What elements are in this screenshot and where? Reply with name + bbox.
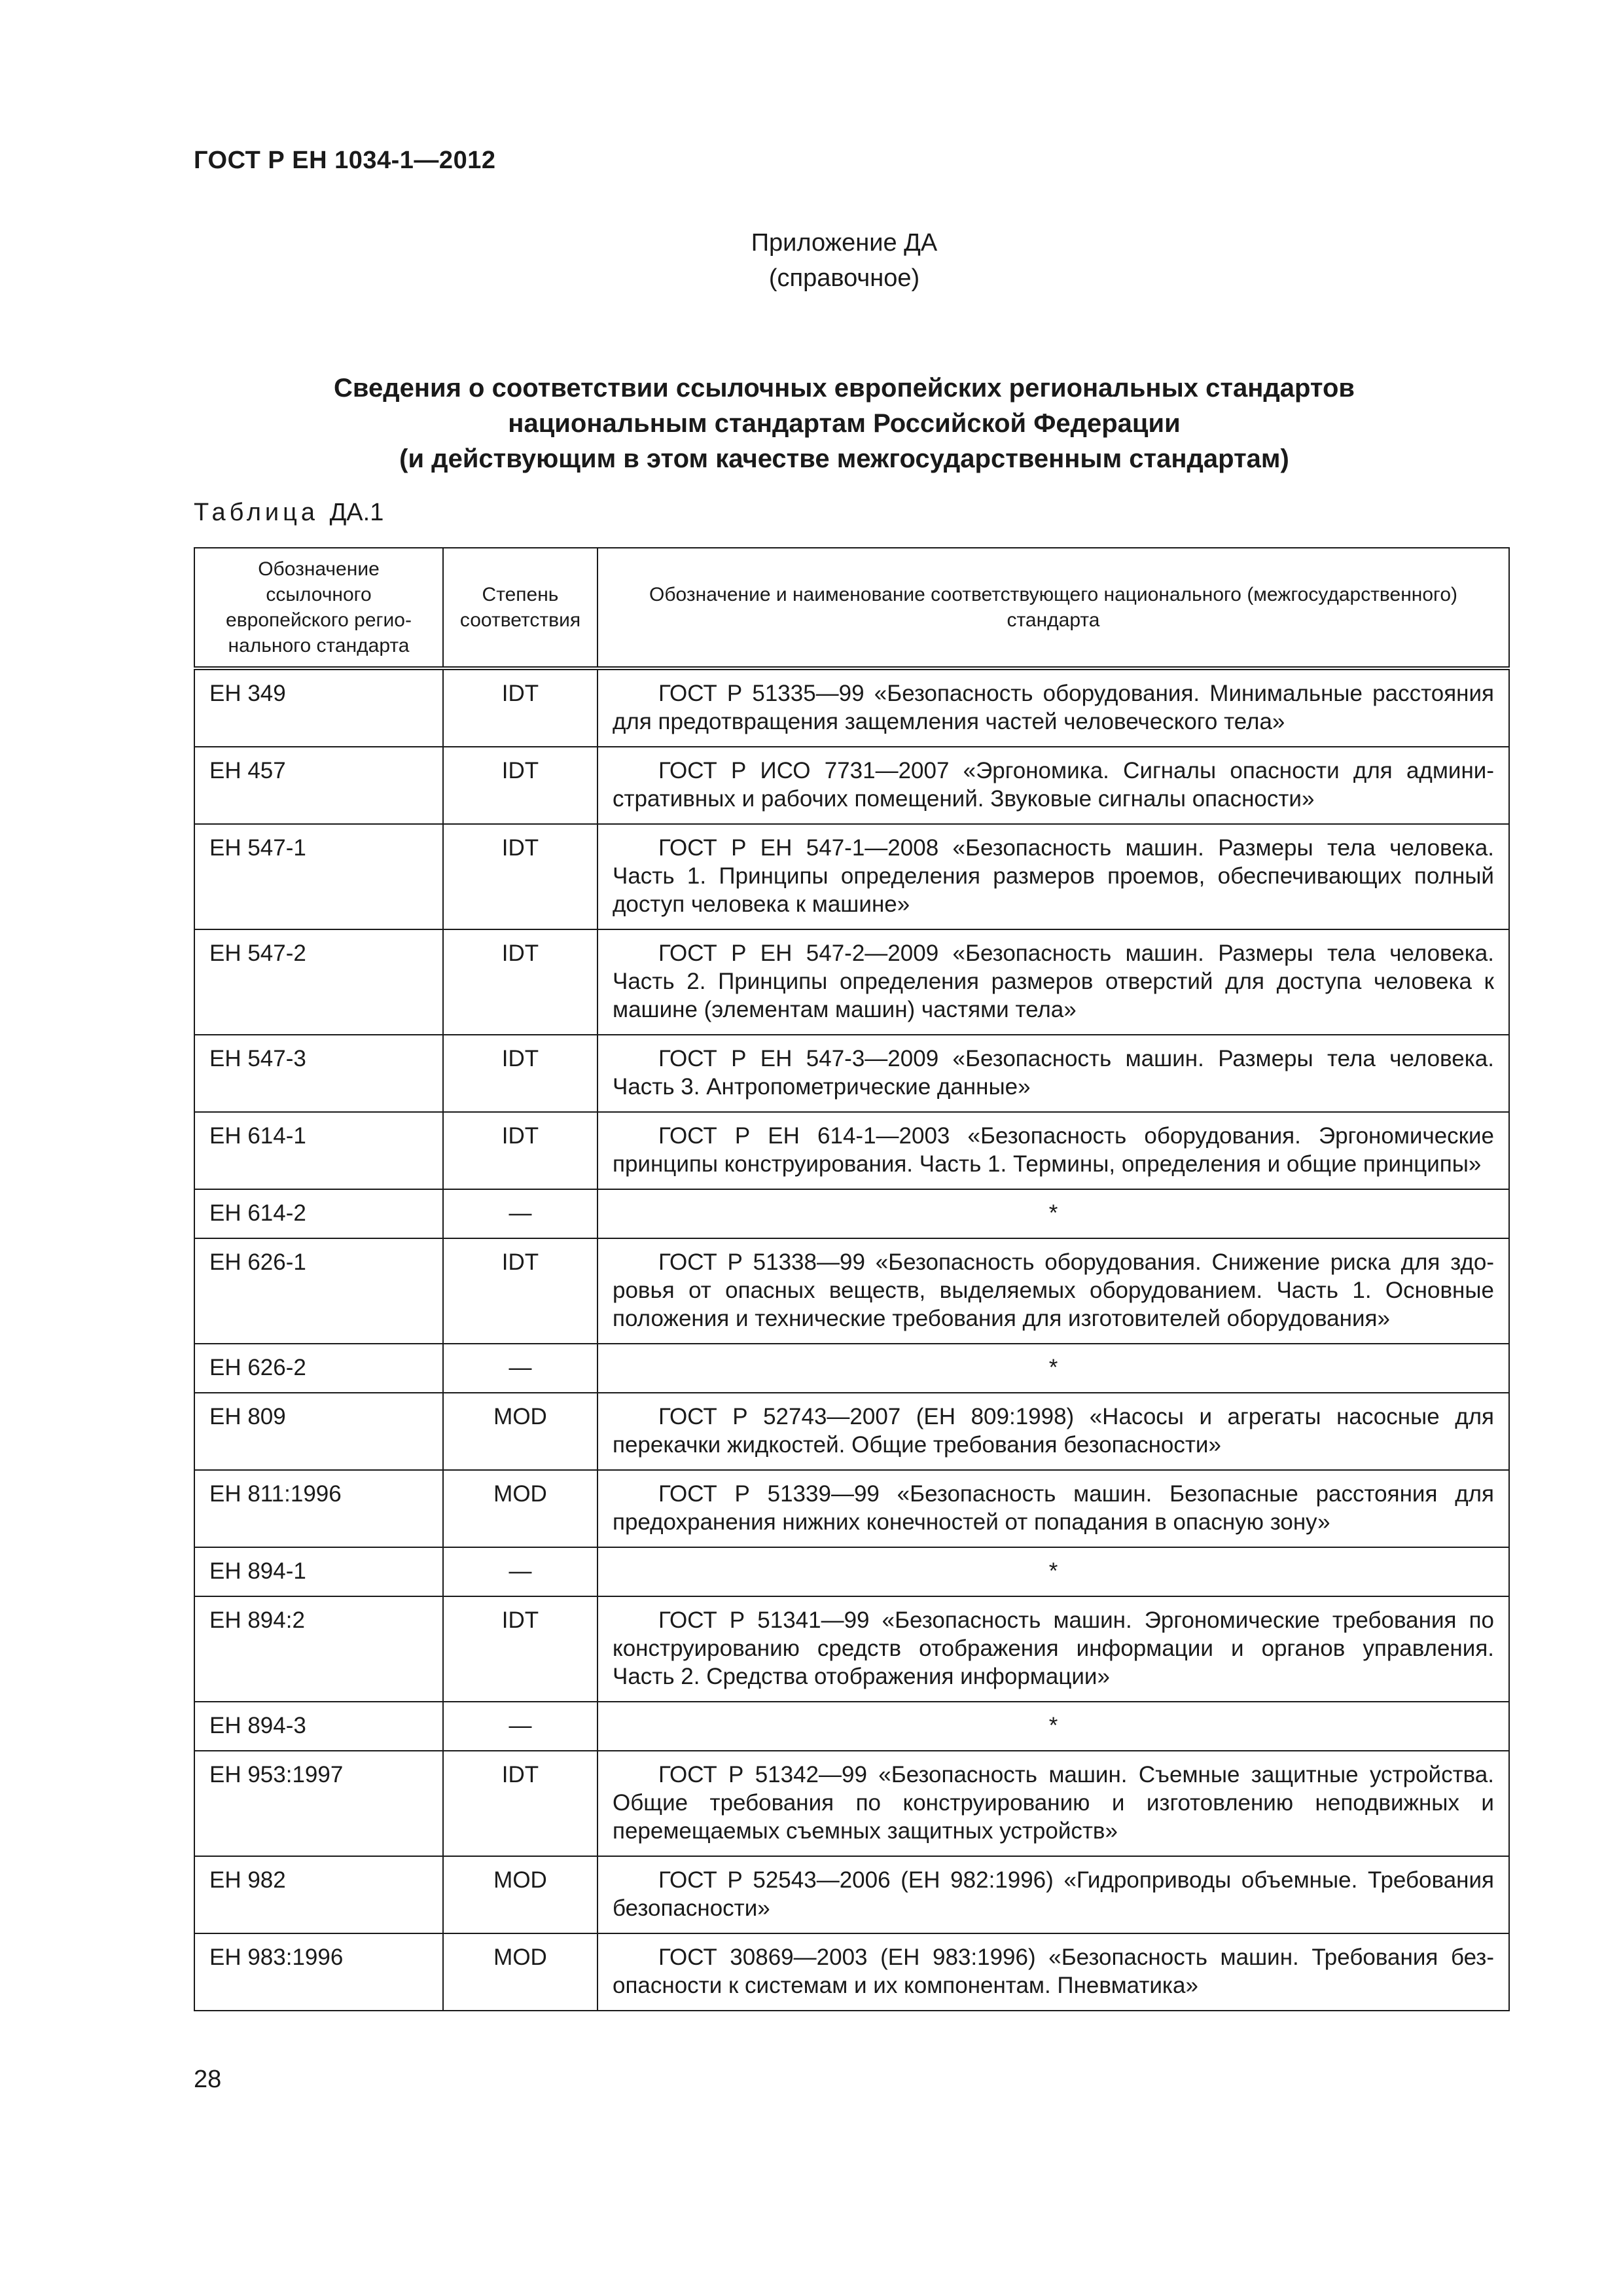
table-row xyxy=(194,1856,1509,1933)
european-standard-code: ЕН 626-2 xyxy=(194,1344,443,1393)
european-standard-code: ЕН 953:1997 xyxy=(194,1751,443,1856)
european-standard-code: ЕН 547-3 xyxy=(194,1035,443,1112)
table-row xyxy=(194,1035,1509,1112)
annex-heading xyxy=(190,225,1499,296)
table-row xyxy=(194,1393,1509,1470)
title-line-2: национальным стандартам Российской Федерации xyxy=(508,409,1181,438)
national-standard: ГОСТ Р 51341—99 «Безопасность машин. Эргономические требования по конструированию средств отображения информации и органов управления. Часть 2. Средства отображения информации» xyxy=(597,1596,1509,1702)
header-european-standard: Обозначение ссылочного европейского регионального стандарта xyxy=(194,548,443,668)
national-standard: ГОСТ Р ЕН 614-1—2003 «Безопасность оборудования. Эргономические принципы конструирования. Часть 1. Термины, определения и общие принципы» xyxy=(597,1112,1509,1189)
european-standard-code: ЕН 809 xyxy=(194,1393,443,1470)
european-standard-code: ЕН 457 xyxy=(194,747,443,824)
national-standard: ГОСТ Р 51338—99 «Безопасность оборудования. Снижение риска для здоровья от опасных веществ, выделяемых оборудованием. Часть 1. Основные положения и технические требования для изготовителей оборудования» xyxy=(597,1238,1509,1344)
national-standard: ГОСТ Р ЕН 547-1—2008 «Безопасность машин. Размеры тела человека. Часть 1. Принципы определения размеров проемов, обеспечивающих полный доступ человека к машине» xyxy=(597,824,1509,929)
european-standard-code: ЕН 811:1996 xyxy=(194,1470,443,1547)
degree-of-correspondence: IDT xyxy=(443,668,597,747)
european-standard-code: ЕН 547-1 xyxy=(194,824,443,929)
degree-of-correspondence: — xyxy=(443,1702,597,1751)
degree-of-correspondence: IDT xyxy=(443,929,597,1035)
degree-of-correspondence: IDT xyxy=(443,1035,597,1112)
table-row xyxy=(194,1112,1509,1189)
european-standard-code: ЕН 349 xyxy=(194,668,443,747)
table-row xyxy=(194,1238,1509,1344)
european-standard-code: ЕН 983:1996 xyxy=(194,1933,443,2011)
table-caption xyxy=(194,499,383,527)
table-row xyxy=(194,668,1509,747)
correspondence-table xyxy=(194,547,1510,2011)
national-standard: ГОСТ Р 51339—99 «Безопасность машин. Безопасные расстояния для предохранения нижних конечностей от попадания в опасную зону» xyxy=(597,1470,1509,1547)
national-standard: ГОСТ Р ИСО 7731—2007 «Эргономика. Сигналы опасности для административных и рабочих помещений. Звуковые сигналы опасности» xyxy=(597,747,1509,824)
table-row xyxy=(194,824,1509,929)
table-row xyxy=(194,1933,1509,2011)
degree-of-correspondence: — xyxy=(443,1189,597,1238)
degree-of-correspondence: IDT xyxy=(443,1596,597,1702)
table-row xyxy=(194,1547,1509,1596)
section-title xyxy=(190,370,1499,476)
national-standard: ГОСТ Р ЕН 547-3—2009 «Безопасность машин. Размеры тела человека. Часть 3. Антропометрические данные» xyxy=(597,1035,1509,1112)
european-standard-code: ЕН 894-3 xyxy=(194,1702,443,1751)
table-caption-number: ДА.1 xyxy=(329,499,384,526)
european-standard-code: ЕН 626-1 xyxy=(194,1238,443,1344)
national-standard: ГОСТ Р 51342—99 «Безопасность машин. Съемные защитные устройства. Общие требования по конструированию и изготовлению неподвижных и перемещаемых съемных защитных устройств» xyxy=(597,1751,1509,1856)
degree-of-correspondence: MOD xyxy=(443,1470,597,1547)
table-row xyxy=(194,1344,1509,1393)
degree-of-correspondence: — xyxy=(443,1547,597,1596)
degree-of-correspondence: MOD xyxy=(443,1393,597,1470)
national-standard: ГОСТ Р ЕН 547-2—2009 «Безопасность машин. Размеры тела человека. Часть 2. Принципы определения размеров отверстий для доступа человека к машине (элементам машин) частями тела» xyxy=(597,929,1509,1035)
european-standard-code: ЕН 614-2 xyxy=(194,1189,443,1238)
annex-title: Приложение ДА xyxy=(751,229,938,257)
degree-of-correspondence: IDT xyxy=(443,747,597,824)
page-number: 28 xyxy=(194,2066,222,2093)
table-caption-word: Таблица xyxy=(194,499,319,526)
national-standard: * xyxy=(597,1547,1509,1596)
national-standard: ГОСТ Р 51335—99 «Безопасность оборудования. Минимальные расстояния для предотвращения защемления частей человеческого тела» xyxy=(597,668,1509,747)
table-header-row xyxy=(194,548,1509,668)
header-national-standard: Обозначение и наименование соответствующего национального (межгосударственного) стандарта xyxy=(597,548,1509,668)
degree-of-correspondence: IDT xyxy=(443,1751,597,1856)
annex-kind: (справочное) xyxy=(768,264,920,292)
document-designation: ГОСТ Р ЕН 1034-1—2012 xyxy=(194,147,496,174)
european-standard-code: ЕН 614-1 xyxy=(194,1112,443,1189)
table-row xyxy=(194,929,1509,1035)
table-row xyxy=(194,1751,1509,1856)
table-row xyxy=(194,747,1509,824)
european-standard-code: ЕН 547-2 xyxy=(194,929,443,1035)
national-standard: ГОСТ Р 52743—2007 (ЕН 809:1998) «Насосы и агрегаты насосные для перекачки жидкостей. Общие требования безопасности» xyxy=(597,1393,1509,1470)
national-standard: * xyxy=(597,1189,1509,1238)
degree-of-correspondence: — xyxy=(443,1344,597,1393)
degree-of-correspondence: MOD xyxy=(443,1856,597,1933)
title-line-3: (и действующим в этом качестве межгосударственным стандартам) xyxy=(399,444,1289,473)
table-row xyxy=(194,1702,1509,1751)
national-standard: * xyxy=(597,1702,1509,1751)
degree-of-correspondence: IDT xyxy=(443,1112,597,1189)
european-standard-code: ЕН 982 xyxy=(194,1856,443,1933)
table-row xyxy=(194,1470,1509,1547)
national-standard: * xyxy=(597,1344,1509,1393)
degree-of-correspondence: IDT xyxy=(443,1238,597,1344)
table-body xyxy=(194,668,1509,2011)
national-standard: ГОСТ 30869—2003 (ЕН 983:1996) «Безопасность машин. Требования безопасности к системам и их компонентам. Пневматика» xyxy=(597,1933,1509,2011)
european-standard-code: ЕН 894-1 xyxy=(194,1547,443,1596)
table-row xyxy=(194,1189,1509,1238)
degree-of-correspondence: IDT xyxy=(443,824,597,929)
european-standard-code: ЕН 894:2 xyxy=(194,1596,443,1702)
national-standard: ГОСТ Р 52543—2006 (ЕН 982:1996) «Гидроприводы объемные. Требования безопасности» xyxy=(597,1856,1509,1933)
degree-of-correspondence: MOD xyxy=(443,1933,597,2011)
title-line-1: Сведения о соответствии ссылочных европейских региональных стандартов xyxy=(334,374,1355,403)
header-degree: Степень соответствия xyxy=(443,548,597,668)
table-row xyxy=(194,1596,1509,1702)
